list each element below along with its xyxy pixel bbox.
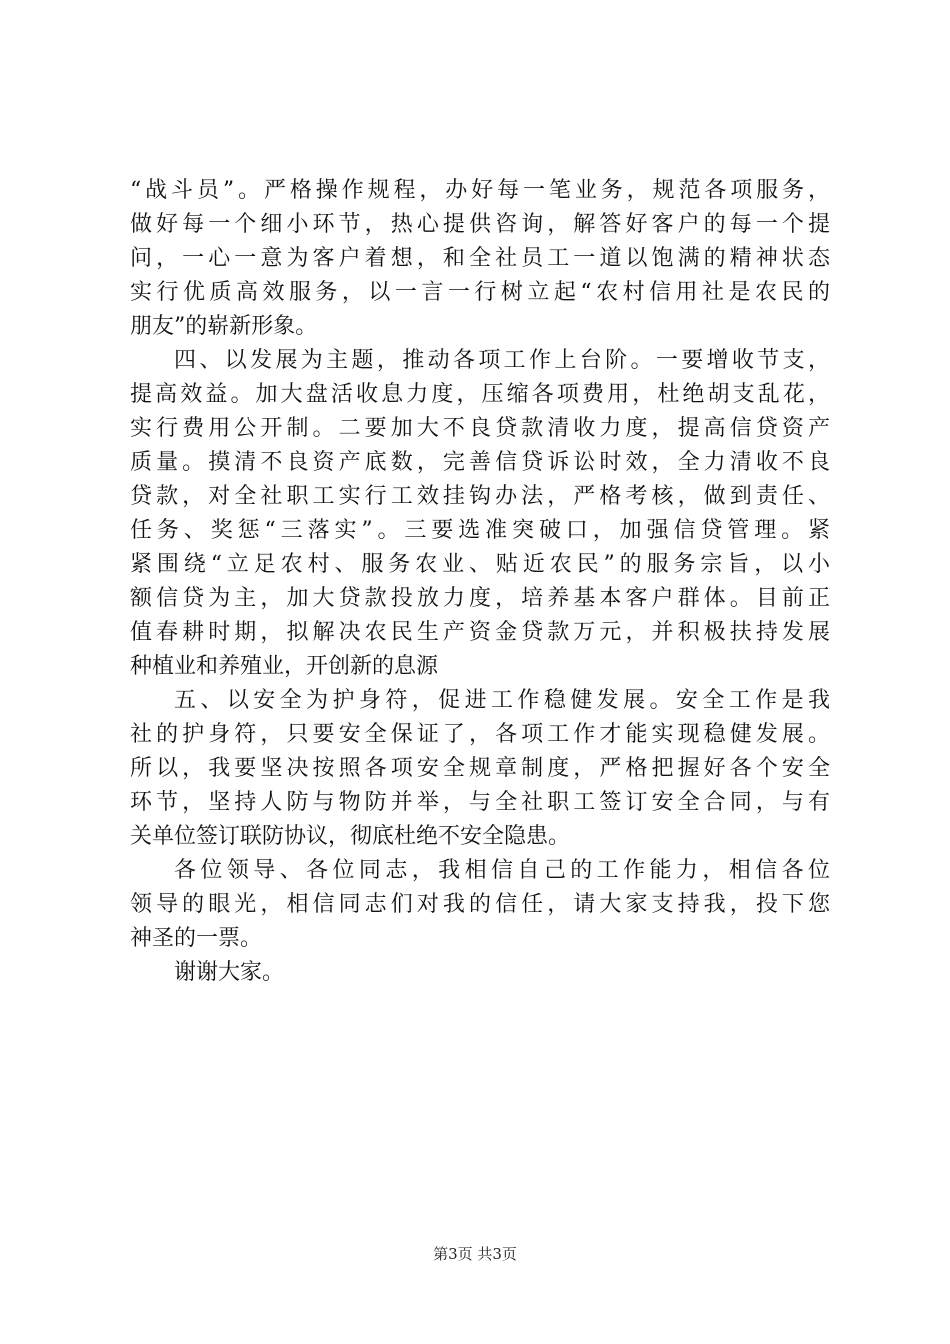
text-line: 实行优质高效服务，以一言一行树立起“农村信用社是农民的 bbox=[130, 280, 830, 305]
text-line: 所以，我要坚决按照各项安全规章制度，严格把握好各个安全 bbox=[130, 756, 830, 781]
paragraph-thanks bbox=[130, 956, 830, 990]
text-line: 值春耕时期，拟解决农民生产资金贷款万元，并积极扶持发展 bbox=[130, 620, 830, 645]
text-line: “战斗员”。严格操作规程，办好每一笔业务，规范各项服务， bbox=[130, 178, 830, 203]
text-line: 实行费用公开制。二要加大不良贷款清收力度，提高信贷资产 bbox=[130, 416, 830, 441]
paragraph-closing-appeal bbox=[130, 854, 830, 956]
paragraph-section-four bbox=[130, 344, 830, 684]
text-line: 四、以发展为主题，推动各项工作上台阶。一要增收节支， bbox=[174, 348, 830, 373]
page-number-label: 第3页 共3页 bbox=[433, 1245, 517, 1263]
text-line: 神圣的一票。 bbox=[130, 926, 263, 951]
text-line: 提高效益。加大盘活收息力度，压缩各项费用，杜绝胡支乱花， bbox=[130, 382, 830, 407]
paragraph-continuation bbox=[130, 174, 830, 344]
text-line: 环节，坚持人防与物防并举，与全社职工签订安全合同，与有 bbox=[130, 790, 830, 815]
paragraph-section-five bbox=[130, 684, 830, 854]
text-line: 朋友”的崭新形象。 bbox=[130, 314, 318, 339]
text-line: 种植业和养殖业，开创新的息源 bbox=[130, 654, 439, 679]
page-footer bbox=[0, 1244, 950, 1264]
text-line: 社的护身符，只要安全保证了，各项工作才能实现稳健发展。 bbox=[130, 722, 830, 747]
text-line: 质量。摸清不良资产底数，完善信贷诉讼时效，全力清收不良 bbox=[130, 450, 830, 475]
text-line: 问，一心一意为客户着想，和全社员工一道以饱满的精神状态 bbox=[130, 246, 830, 271]
text-line: 五、以安全为护身符，促进工作稳健发展。安全工作是我 bbox=[174, 688, 830, 713]
text-line: 额信贷为主，加大贷款投放力度，培养基本客户群体。目前正 bbox=[130, 586, 830, 611]
document-body bbox=[130, 174, 830, 990]
text-line: 任务、奖惩“三落实”。三要选准突破口，加强信贷管理。紧 bbox=[130, 518, 830, 543]
text-line: 贷款，对全社职工实行工效挂钩办法，严格考核，做到责任、 bbox=[130, 484, 830, 509]
text-line: 关单位签订联防协议，彻底杜绝不安全隐患。 bbox=[130, 824, 571, 849]
text-line: 紧围绕“立足农村、服务农业、贴近农民”的服务宗旨，以小 bbox=[130, 552, 830, 577]
text-line: 谢谢大家。 bbox=[174, 960, 285, 985]
text-line: 做好每一个细小环节，热心提供咨询，解答好客户的每一个提 bbox=[130, 212, 830, 237]
text-line: 领导的眼光，相信同志们对我的信任，请大家支持我，投下您 bbox=[130, 892, 830, 917]
text-line: 各位领导、各位同志，我相信自己的工作能力，相信各位 bbox=[174, 858, 830, 883]
